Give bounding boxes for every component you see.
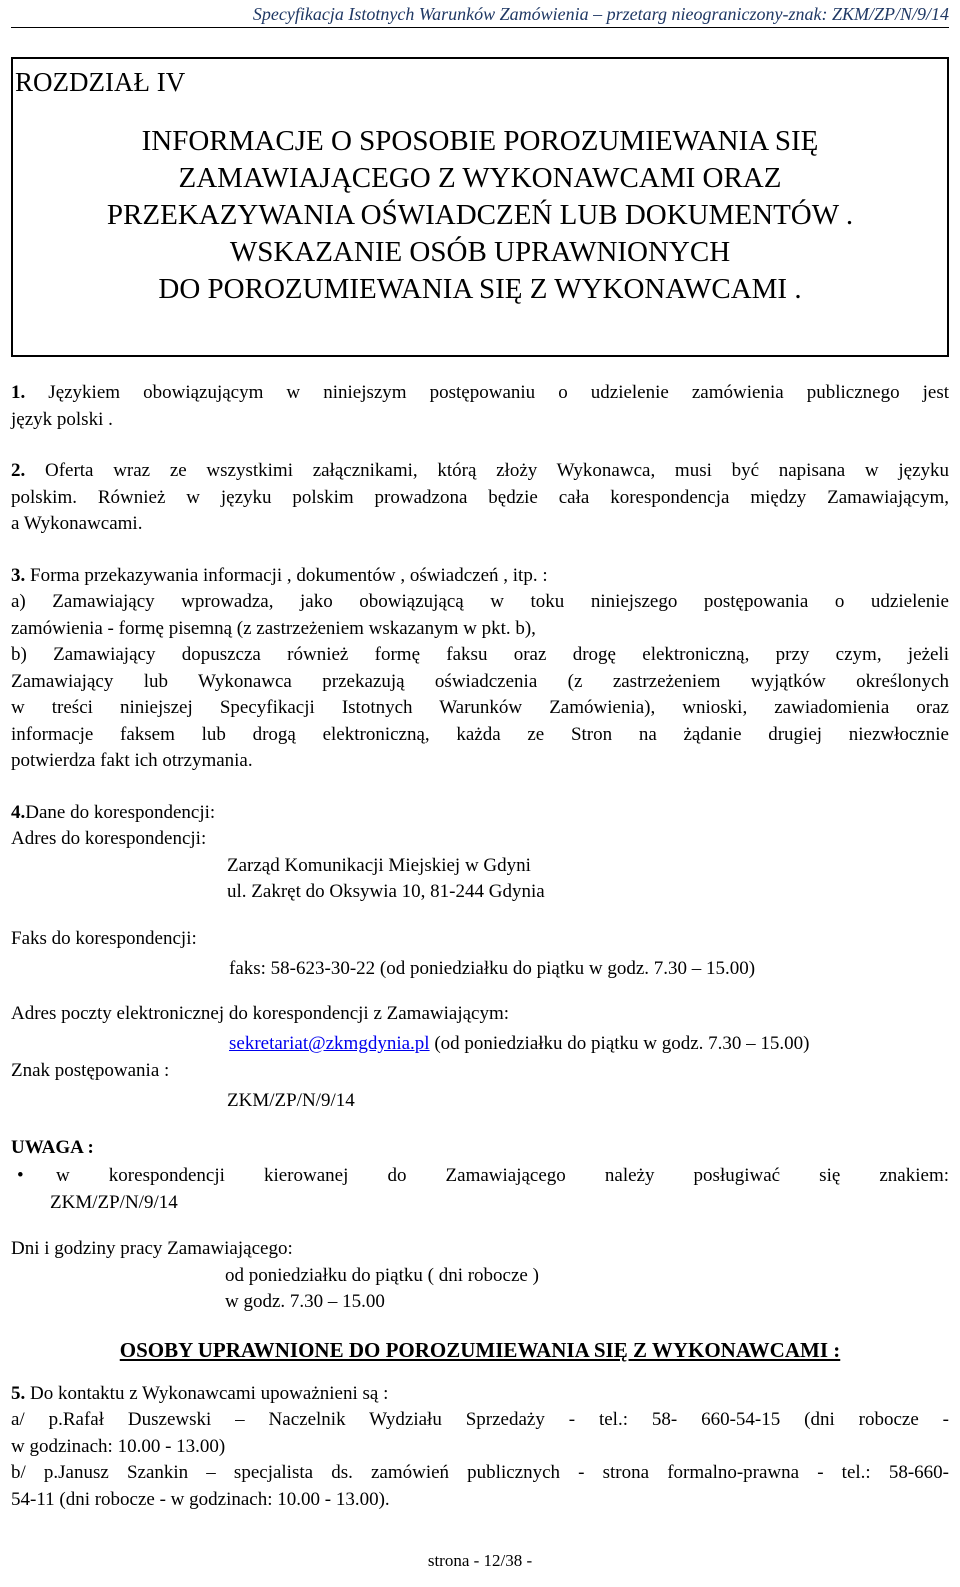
section-3-item-b: potwierdza fakt ich otrzymania.: [11, 750, 253, 771]
uwaga-section: [11, 1135, 949, 1217]
page-header: Specyfikacja Istotnych Warunków Zamówienia – przetarg nieograniczony-znak: ZKM/ZP/N/9/14: [11, 0, 949, 28]
chapter-title-line: ZAMAWIAJĄCEGO Z WYKONAWCAMI ORAZ: [178, 162, 782, 194]
hours-line: w godz. 7.30 – 15.00: [225, 1291, 385, 1312]
contact-person-b: 54-11 (dni robocze - w godzinach: 10.00 - 13.00).: [11, 1488, 390, 1510]
chapter-title-line: WSKAZANIE OSÓB UPRAWNIONYCH: [229, 236, 731, 268]
uwaga-item: [11, 1163, 949, 1190]
section-3: [11, 563, 949, 775]
section-2: [11, 458, 949, 538]
chapter-title-line: PRZEKAZYWANIA OŚWIADCZEŃ LUB DOKUMENTÓW .: [106, 199, 854, 231]
fax-label: Faks do korespondencji:: [11, 927, 197, 949]
email-label: Adres poczty elektronicznej do korespondencji z Zamawiającym:: [11, 1002, 510, 1024]
section-1: [11, 380, 949, 433]
address-line: Zarząd Komunikacji Miejskiej w Gdyni: [227, 854, 531, 876]
section-3-item-a: a) Zamawiający wprowadza, jako obowiązującą w toku niniejszego postępowania o udzielenie: [11, 591, 949, 612]
section-3-item-b: informacje faksem lub drogą elektroniczną, każda ze Stron na żądanie drugiej niezwłocznie: [11, 723, 949, 745]
section-3-item-b: b) Zamawiający dopuszcza również formę faksu oraz drogę elektroniczną, przy czym, jeżeli: [11, 644, 949, 665]
address-label: Adres do korespondencji:: [11, 828, 207, 849]
working-hours: [11, 1236, 949, 1316]
chapter-title: [13, 123, 947, 308]
section-1-line: Językiem obowiązującym w niniejszym postępowaniu o udzielenie zamówienia publicznego jest: [48, 382, 949, 403]
chapter-title-line: DO POROZUMIEWANIA SIĘ Z WYKONAWCAMI .: [158, 273, 802, 305]
section-2-line: a Wykonawcami.: [11, 513, 143, 534]
contact-person-a: a/ p.Rafał Duszewski – Naczelnik Wydziału Sprzedaży - tel.: 58- 660-54-15 (dni robocze -: [11, 1409, 949, 1430]
fax-value: faks: 58-623-30-22 (od poniedziałku do piątku w godz. 7.30 – 15.00): [229, 958, 756, 979]
section-2-line: polskim. Również w języku polskim prowadzona będzie cała korespondencja między Zamawiającym,: [11, 486, 949, 508]
section-5: [11, 1381, 949, 1514]
document-page: [11, 0, 949, 1513]
section-4-number: 4.: [11, 801, 26, 823]
znak-value: ZKM/ZP/N/9/14: [227, 1090, 355, 1111]
section-3-item-b: Zamawiający lub Wykonawca przekazują oświadczenia (z zastrzeżeniem wyjątków określonych: [11, 670, 949, 692]
address-line: ul. Zakręt do Oksywia 10, 81-244 Gdynia: [227, 881, 545, 902]
section-1-number: 1.: [11, 382, 26, 403]
section-3-item-b: w treści niniejszej Specyfikacji Istotnych Warunków Zamówienia), wnioski, zawiadomienia oraz: [11, 697, 949, 718]
page-footer: strona - 12/38 -: [427, 1551, 533, 1570]
uwaga-text: w korespondencji kierowanej do Zamawiającego należy posługiwać się znakiem:: [56, 1165, 949, 1186]
section-4: [11, 800, 949, 1115]
section-1-line: język polski .: [11, 408, 113, 430]
section-3-number: 3.: [11, 564, 26, 586]
uwaga-title: UWAGA :: [11, 1136, 94, 1158]
section-3-title: Forma przekazywania informacji , dokumentów , oświadczeń , itp. :: [30, 564, 548, 586]
uwaga-text: ZKM/ZP/N/9/14: [50, 1191, 178, 1213]
section-3-item-a: zamówienia - formę pisemną (z zastrzeżeniem wskazanym w pkt. b),: [11, 617, 536, 639]
email-link[interactable]: sekretariat@zkmgdynia.pl: [229, 1033, 430, 1054]
hours-line: od poniedziałku do piątku ( dni robocze ): [225, 1264, 539, 1286]
section-4-title: Dane do korespondencji:: [25, 801, 216, 823]
contact-person-a: w godzinach: 10.00 - 13.00): [11, 1435, 226, 1457]
hours-label: Dni i godziny pracy Zamawiającego:: [11, 1238, 293, 1259]
chapter-label: ROZDZIAŁ IV: [15, 67, 186, 97]
bullet-icon: •: [17, 1165, 24, 1186]
contact-person-b: b/ p.Janusz Szankin – specjalista ds. zamówień publicznych - strona formalno-prawna - tel.: 58-660-: [11, 1462, 949, 1483]
email-note: (od poniedziałku do piątku w godz. 7.30 – 15.00): [429, 1033, 810, 1054]
chapter-box: [11, 57, 949, 357]
authorized-persons-heading: OSOBY UPRAWNIONE DO POROZUMIEWANIA SIĘ Z WYKONAWCAMI :: [119, 1337, 841, 1362]
section-2-number: 2.: [11, 460, 26, 481]
znak-label: Znak postępowania :: [11, 1059, 170, 1081]
chapter-title-line: INFORMACJE O SPOSOBIE POROZUMIEWANIA SIĘ: [141, 125, 819, 157]
section-5-number: 5.: [11, 1382, 26, 1404]
section-2-line: Oferta wraz ze wszystkimi załącznikami, którą złoży Wykonawca, musi być napisana w języku: [44, 460, 949, 481]
section-5-title: Do kontaktu z Wykonawcami upoważnieni są :: [30, 1382, 389, 1404]
